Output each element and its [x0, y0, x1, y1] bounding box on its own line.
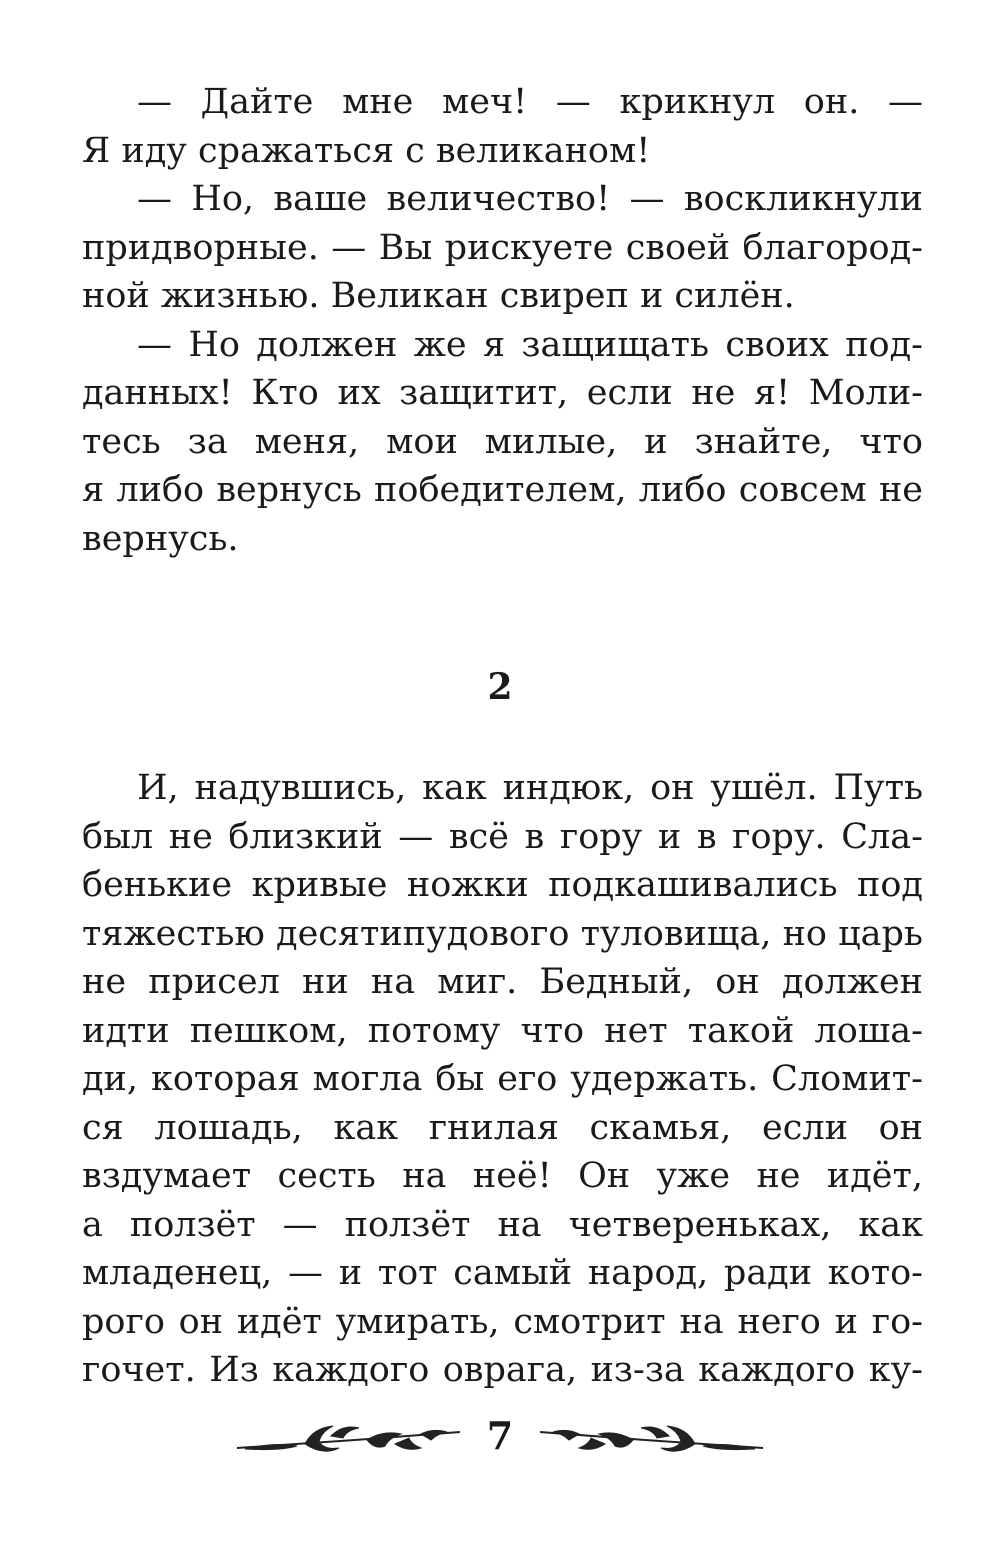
- text-line: — Но, ваше величество! — воскликнули: [137, 179, 923, 219]
- text-line: придворные. — Вы рискуете своей благород-: [82, 227, 923, 268]
- text-line: ди, которая могла бы его удержать. Сломит-: [82, 1059, 923, 1099]
- text-line: младенец, — и тот самый народ, ради кото-: [82, 1253, 923, 1293]
- text-line: вздумает сесть на неё! Он уже не идёт,: [82, 1156, 923, 1196]
- text-line: вернусь.: [82, 518, 239, 559]
- paragraph: [82, 321, 923, 564]
- text-line: Я иду сражаться с великаном!: [82, 130, 651, 171]
- text-line: идти пешком, потому что нет такой лоша-: [82, 1010, 923, 1051]
- text-line: бенькие кривые ножки подкашивались под: [82, 865, 923, 905]
- section-number: 2: [487, 666, 513, 708]
- top-text-block: [82, 78, 923, 563]
- text-line: я либо вернусь победителем, либо совсем не: [82, 470, 923, 510]
- paragraph: [82, 764, 923, 1395]
- paragraph: [82, 175, 923, 321]
- text-line: был не близкий — всё в гору и в гору. Сла-: [82, 816, 923, 857]
- bottom-text-block: [82, 764, 923, 1395]
- text-line: И, надувшись, как индюк, он ушёл. Путь: [137, 768, 923, 808]
- text-line: тяжестью десятипудового туловища, но царь: [82, 913, 923, 954]
- text-line: тесь за меня, мои милые, и знайте, что: [82, 421, 923, 462]
- text-line: а ползёт — ползёт на четвереньках, как: [82, 1204, 923, 1245]
- text-line: не присел ни на миг. Бедный, он должен: [82, 962, 923, 1002]
- text-line: ся лошадь, как гнилая скамья, если он: [82, 1107, 923, 1148]
- text-line: гочет. Из каждого оврага, из-за каждого ку-: [82, 1350, 923, 1390]
- page-footer: [0, 1410, 1000, 1470]
- text-line: ной жизнью. Великан свиреп и силён.: [82, 276, 795, 316]
- text-line: — Дайте мне меч! — крикнул он. —: [137, 82, 923, 122]
- text-line: данных! Кто их защитит, если не я! Моли-: [82, 373, 923, 413]
- text-line: — Но должен же я защищать своих под-: [137, 324, 923, 365]
- paragraph: [82, 78, 923, 175]
- flourish-right-icon: [535, 1418, 765, 1458]
- flourish-left-icon: [235, 1418, 465, 1458]
- page-number: 7: [486, 1413, 514, 1458]
- text-line: рого он идёт умирать, смотрит на него и го-: [82, 1301, 923, 1342]
